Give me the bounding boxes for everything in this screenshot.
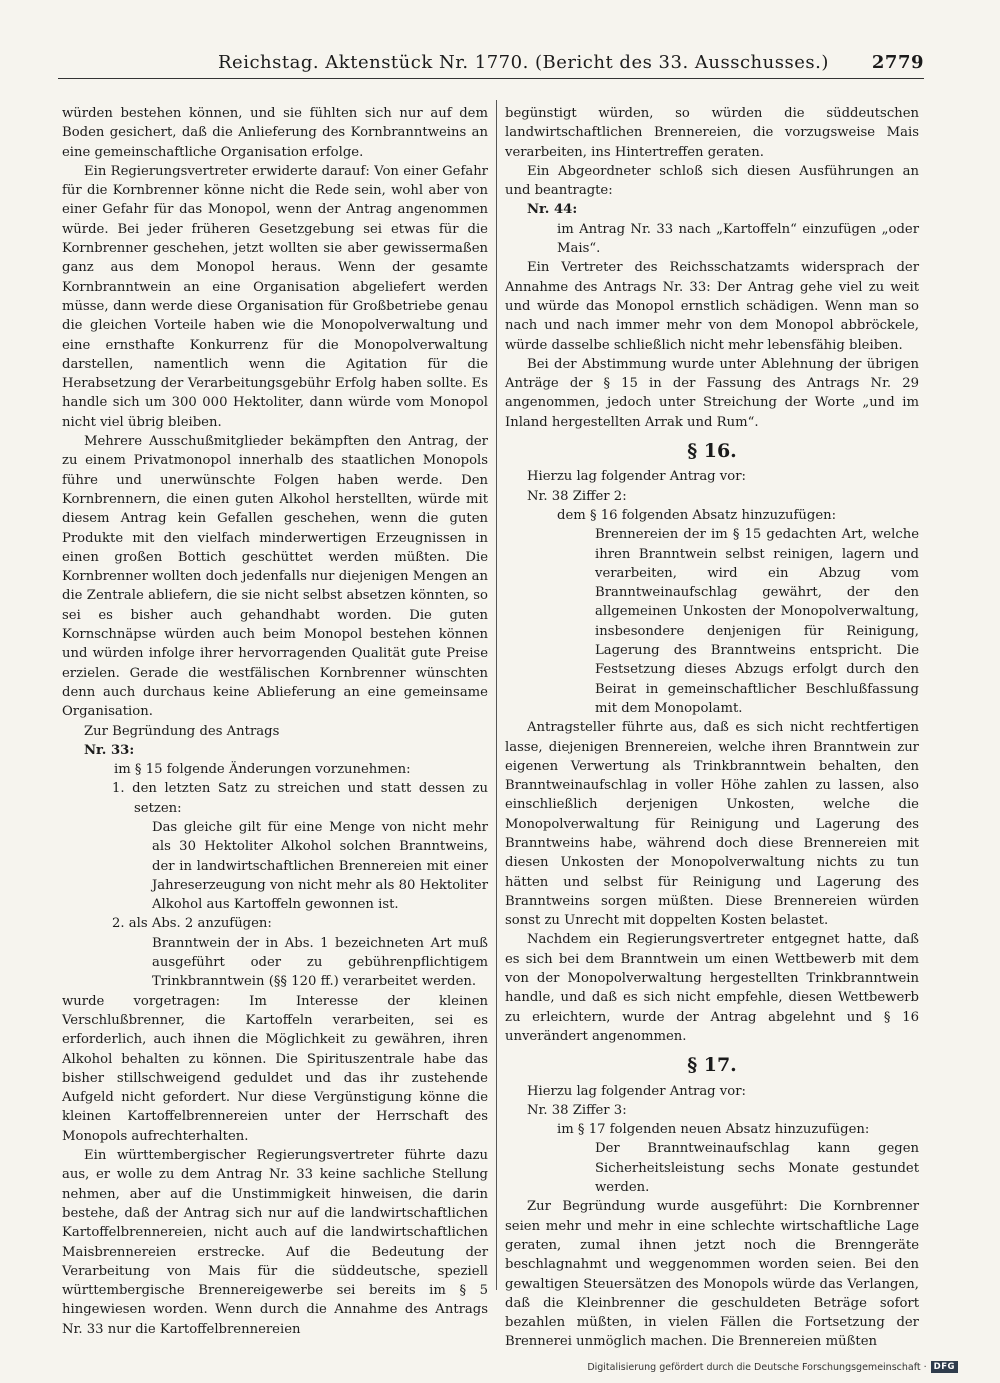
quoted-text: Brennereien der im § 15 gedachten Art, welche ihren Branntwein selbst reinigen, lagern und verarbeiten, wird ein Abzug vom Branntweinaufschlag gewährt, der den allgemeinen Unkosten der Monopolverwaltung, insbesondere denjenigen für Reinigung, Lagerung des Branntweins entspricht. Die Festsetzung dieses Abzugs erfolgt durch den Beirat in gemeinschaftlicher Beschlußfassung mit dem Monopolamt. (595, 527, 919, 716)
header-rule (58, 78, 924, 79)
credit-text: Digitalisierung gefördert durch die Deutsche Forschungsgemeinschaft · (587, 1361, 927, 1373)
quoted-text: Branntwein der in Abs. 1 bezeichneten Art muß ausgeführt oder zu gebührenpflichtigem Trinkbranntwein (§§ 120 ff.) verarbeitet werden. (152, 935, 488, 990)
paragraph: im § 17 folgenden neuen Absatz hinzuzufügen: (557, 1122, 870, 1138)
paragraph: begünstigt würden, so würden die süddeutschen landwirtschaftlichen Brennereien, die vorzugsweise Mais verarbeiten, ins Hintertreffen geraten. (505, 106, 919, 160)
paragraph: Antragsteller führte aus, daß es sich nicht rechtfertigen lasse, diejenigen Brennereien, welche ihren Branntwein zur eigenen Verwertung als Trinkbranntwein behalten, den Branntweinaufschlag in voller Höhe zahlen zu lassen, also einschließlich derjenigen Unkosten, welche die Monopolverwaltung für Reinigung und Lagerung des Branntweins habe, während doch diese Brennereien mit diesen Unkosten der Monopolverwaltung nichts zu tun hätten und selbst für Reinigung und Lagerung des Branntweins sorgen müßten. Diese Brennereien würden sonst zu Unrecht mit doppelten Kosten belastet. (505, 720, 919, 929)
section-heading-16: § 16. (687, 440, 737, 463)
section-heading-17: § 17. (687, 1054, 737, 1077)
motion-number: Nr. 44: (527, 202, 578, 218)
left-column (62, 104, 488, 1337)
running-header (58, 50, 924, 80)
header-title: Reichstag. Aktenstück Nr. 1770. (Bericht des 33. Ausschusses.) (218, 52, 829, 73)
paragraph: Hierzu lag folgender Antrag vor: (527, 1083, 746, 1099)
paragraph: Nachdem ein Regierungsvertreter entgegnet hatte, daß es sich bei dem Branntwein um einen Wettbewerb mit dem von der Monopolverwaltung hergestellten Trinkbranntwein handle, und daß es sich nicht empfehle, diesen Wettbewerb zu erleichtern, wurde der Antrag abgelehnt und § 16 unverändert angenommen. (505, 932, 919, 1044)
paragraph: Ein Regierungsvertreter erwiderte darauf: Von einer Gefahr für die Kornbrenner könne nicht die Rede sein, wohl aber von einer Gefahr für das Monopol, wenn der Antrag angenommen würde. Bei jeder früheren Gesetzgebung sei etwas für die Kornbrenner geschehen, jetzt wollten sie aber gewissermaßen ganz aus dem Monopol heraus. Wenn der gesamte Kornbranntwein an eine Organisation abgeliefert werden müsse, dann werde diese Organisation für Großbetriebe genau die gleichen Vorteile haben wie die Monopolverwaltung und eine ernsthafte Konkurrenz für die Monopolverwaltung darstellen, namentlich wenn die Agitation für die Herabsetzung der Verarbeitungsgebühr Erfolg haben sollte. Es handle sich um 300 000 Hektoliter, dann würde vom Monopol nicht viel übrig bleiben. (62, 163, 488, 430)
paragraph: Ein Vertreter des Reichsschatzamts widersprach der Annahme des Antrags Nr. 33: Der Antrag gehe viel zu weit und würde das Monopol ernstlich schädigen. Wenn man so nach und nach immer mehr von dem Monopol abbröckele, würde dasselbe schließlich nicht mehr lebensfähig bleiben. (505, 260, 919, 353)
paragraph: Ein Abgeordneter schloß sich diesen Ausführungen an und beantragte: (505, 163, 919, 199)
motion-number: Nr. 33: (84, 742, 135, 758)
paragraph: würden bestehen können, und sie fühlten sich nur auf dem Boden gesichert, daß die Anlieferung des Kornbranntweins an eine gemeinschaftliche Organisation erfolge. (62, 106, 488, 160)
paragraph: Bei der Abstimmung wurde unter Ablehnung der übrigen Anträge der § 15 in der Fassung des Antrags Nr. 29 angenommen, jedoch unter Streichung der Worte „und im Inland hergestellten Arrak und Rum“. (505, 356, 919, 430)
paragraph: Hierzu lag folgender Antrag vor: (527, 469, 746, 485)
paragraph: Zur Begründung wurde ausgeführt: Die Kornbrenner seien mehr und mehr in eine schlechte wirtschaftliche Lage geraten, zumal ihnen jetzt noch die Brenngeräte beschlagnahmt und weggenommen worden seien. Bei den gewaltigen Steuersätzen des Monopols würde das Verlangen, daß die Kleinbrenner die geschuldeten Beträge sofort bezahlen müßten, in vielen Fällen die Fortsetzung der Brennerei unmöglich machen. Die Brennereien müßten (505, 1199, 919, 1350)
quoted-text: im Antrag Nr. 33 nach „Kartoffeln“ einzufügen „oder Mais“. (557, 221, 919, 257)
list-item: 2. als Abs. 2 anzufügen: (112, 916, 272, 932)
quoted-text: Das gleiche gilt für eine Menge von nicht mehr als 30 Hektoliter Alkohol solchen Branntweins, der in landwirtschaftlichen Brennereien mit einer Jahreserzeugung von nicht mehr als 80 Hektoliter Alkohol aus Kartoffeln gewonnen ist. (152, 819, 488, 913)
digitization-credit (587, 1361, 958, 1373)
paragraph: dem § 16 folgenden Absatz hinzuzufügen: (557, 507, 837, 523)
paragraph: Ein württembergischer Regierungsvertreter führte dazu aus, er wolle zu dem Antrag Nr. 33 keine sachliche Stellung nehmen, aber auf die Unstimmigkeit hinweisen, die darin bestehe, daß der Antrag sich nur auf die landwirtschaftlichen Kartoffelbrennereien, nicht auch auf die landwirtschaftlichen Maisbrennereien erstrecke. Auf die Bedeutung der Verarbeitung von Mais für die süddeutsche, speziell württembergische Brennereigewerbe sei bereits im § 5 hingewiesen worden. Wenn durch die Annahme des Antrags Nr. 33 nur die Kartoffelbrennereien (62, 1148, 488, 1337)
page-number: 2779 (871, 52, 924, 73)
quoted-text: Der Branntweinaufschlag kann gegen Sicherheitsleistung sechs Monate gestundet werden. (595, 1141, 919, 1196)
paragraph: im § 15 folgende Änderungen vorzunehmen: (114, 762, 411, 778)
paragraph: Mehrere Ausschußmitglieder bekämpften den Antrag, der zu einem Privatmonopol innerhalb des staatlichen Monopols führe und unerwünschte Folgen haben werde. Den Kornbrennern, die einen guten Alkohol herstellten, würde mit diesem Antrag kein Gefallen geschehen, wenn die guten Produkte mit den vielfach minderwertigen Erzeugnissen in einen großen Bottich geschüttet werden müßten. Die Kornbrenner wollten doch jedenfalls nur diejenigen Mengen an die Zentrale abliefern, die sie nicht selbst absetzen könnten, so sei es bisher auch gehandhabt worden. Die guten Kornschnäpse würden auch beim Monopol bestehen können und würden infolge ihrer hervorragenden Qualität gute Preise erzielen. Gerade die westfälischen Kornbrenner wünschten denn auch durchaus keine Ablieferung an eine gemeinsame Organisation. (62, 434, 488, 720)
dfg-logo: DFG (931, 1361, 958, 1373)
list-item: 1. den letzten Satz zu streichen und statt dessen zu setzen: (112, 781, 488, 816)
right-column (505, 104, 919, 1350)
paragraph: Zur Begründung des Antrags (84, 723, 280, 739)
column-divider (496, 100, 497, 1290)
motion-number: Nr. 38 Ziffer 2: (527, 488, 627, 504)
paragraph: wurde vorgetragen: Im Interesse der kleinen Verschlußbrenner, die Kartoffeln verarbeiten, sei es erforderlich, auch ihnen die Möglichkeit zu gewähren, ihren Alkohol behalten zu können. Die Spirituszentrale habe das bisher stillschweigend geduldet und das ihr zustehende Aufgeld nicht gefordert. Nur diese Vergünstigung könne die kleinen Kartoffelbrennereien unter der Herrschaft des Monopols aufrechterhalten. (62, 993, 488, 1144)
motion-number: Nr. 38 Ziffer 3: (527, 1102, 627, 1118)
